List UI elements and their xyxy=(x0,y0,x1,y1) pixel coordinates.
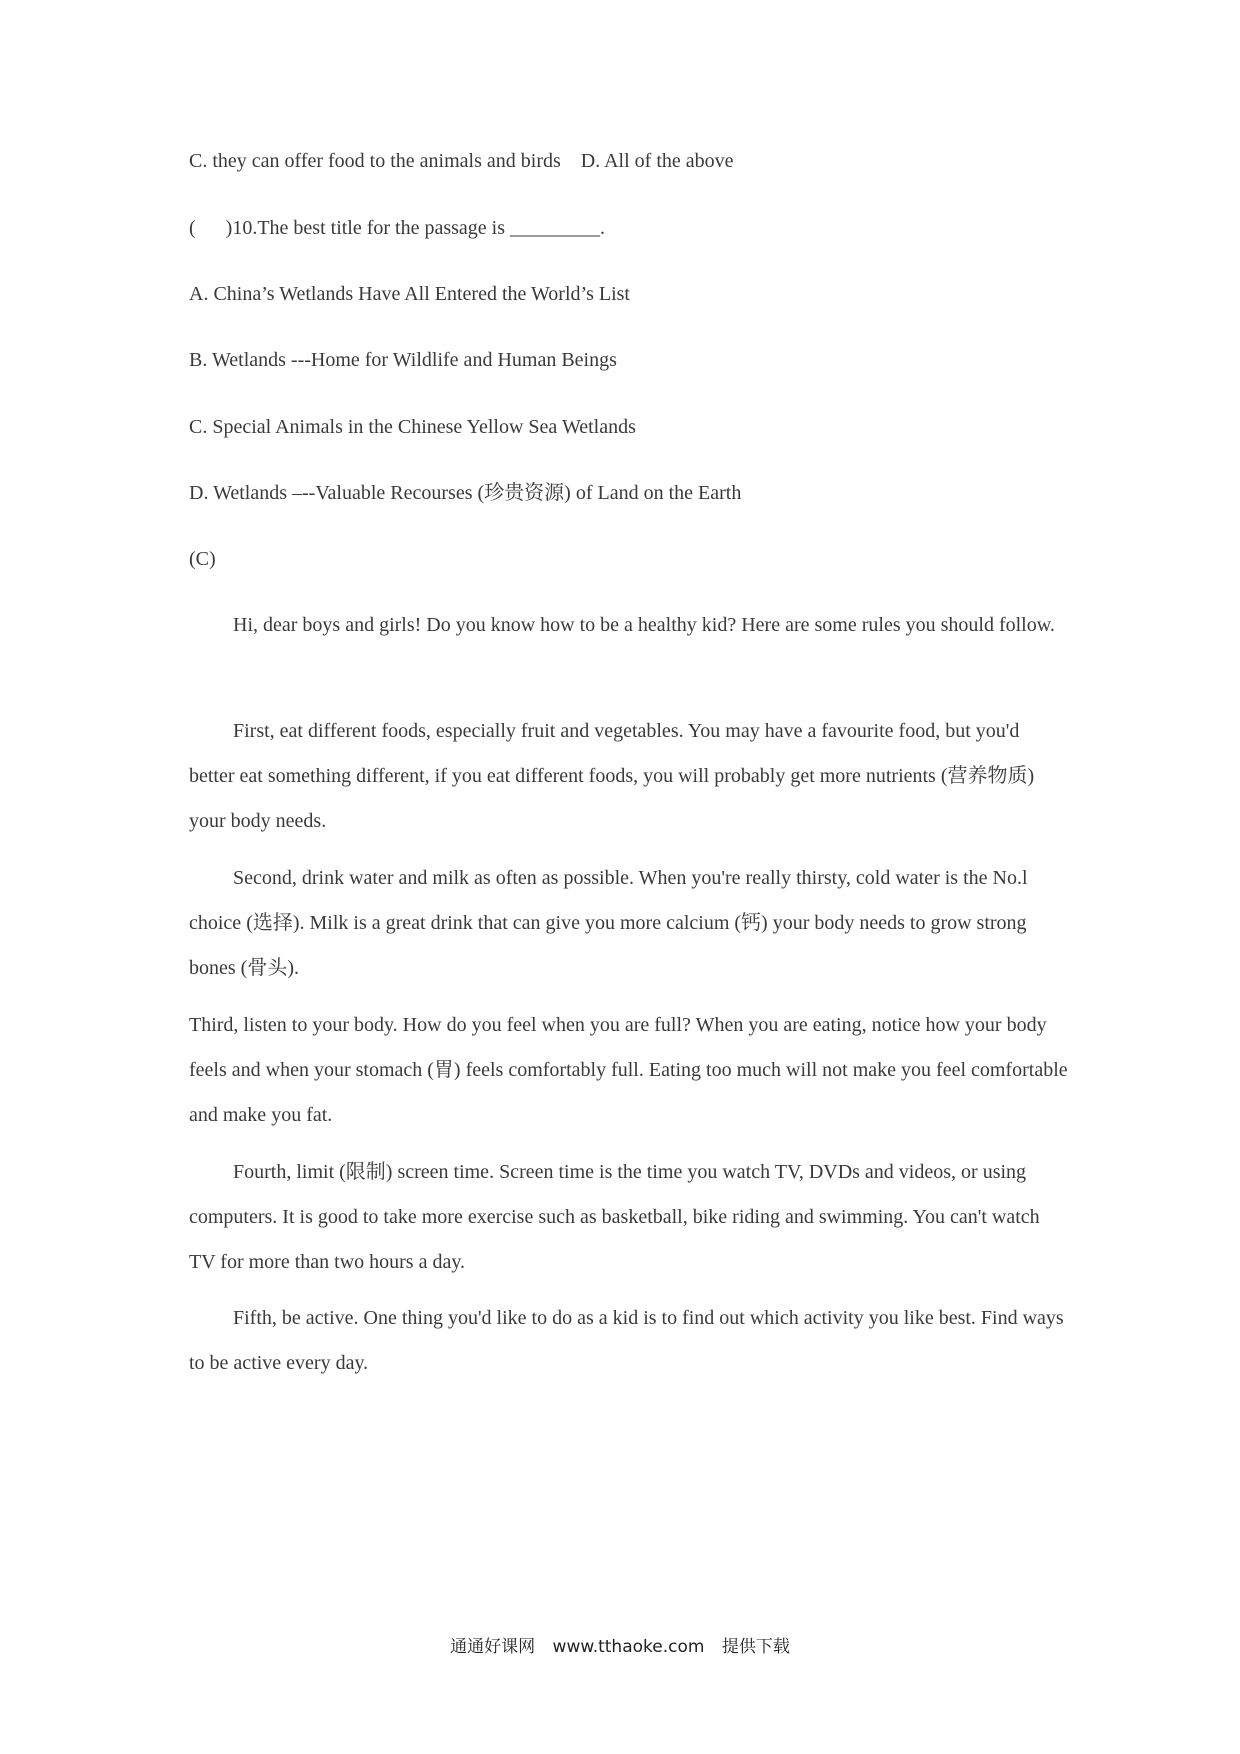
q10-option-b: B. Wetlands ---Home for Wildlife and Human Beings xyxy=(189,349,617,371)
footer-site-name: 通通好课网 xyxy=(450,1637,536,1657)
q10-option-a: A. China’s Wetlands Have All Entered the World’s List xyxy=(189,283,630,305)
passage-paragraph-5: Fourth, limit (限制) screen time. Screen time is the time you watch TV, DVDs and videos, or using computers. It is good to take more exercise such as basketball, bike riding and swimming. You can't watch TV for more than two hours a day. xyxy=(189,1161,1040,1273)
passage-paragraph-2: First, eat different foods, especially fruit and vegetables. You may have a favourite food, but you'd better eat something different, if you eat different foods, you will probably get more nutrients (营养物质) your body needs. xyxy=(189,720,1035,832)
q10-option-c: C. Special Animals in the Chinese Yellow Sea Wetlands xyxy=(189,416,636,438)
footer-note: 提供下载 xyxy=(721,1637,790,1657)
q9-options-cd: C. they can offer food to the animals and birds D. All of the above xyxy=(189,150,734,172)
passage-paragraph-3: Second, drink water and milk as often as possible. When you're really thirsty, cold water is the No.l choice (选择). Milk is a great drink that can give you more calcium (钙) your body needs to grow strong bones (骨头). xyxy=(189,867,1028,979)
passage-paragraph-4: Third, listen to your body. How do you feel when you are full? When you are eating, notice how your body feels and when your stomach (胃) feels comfortably full. Eating too much will not make you feel comfortable and make you fat. xyxy=(189,1014,1068,1126)
passage-paragraph-1: Hi, dear boys and girls! Do you know how to be a healthy kid? Here are some rules you should follow. xyxy=(233,614,1055,636)
footer-url[interactable]: www.tthaoke.com xyxy=(552,1637,705,1657)
q10-stem: ( )10.The best title for the passage is _________. xyxy=(189,217,606,239)
q10-option-d: D. Wetlands –--Valuable Recourses (珍贵资源) of Land on the Earth xyxy=(189,482,742,504)
passage-paragraph-6: Fifth, be active. One thing you'd like to do as a kid is to find out which activity you like best. Find ways to be active every day. xyxy=(189,1307,1064,1374)
section-label: (C) xyxy=(189,548,216,570)
page-footer xyxy=(0,1635,1240,1659)
